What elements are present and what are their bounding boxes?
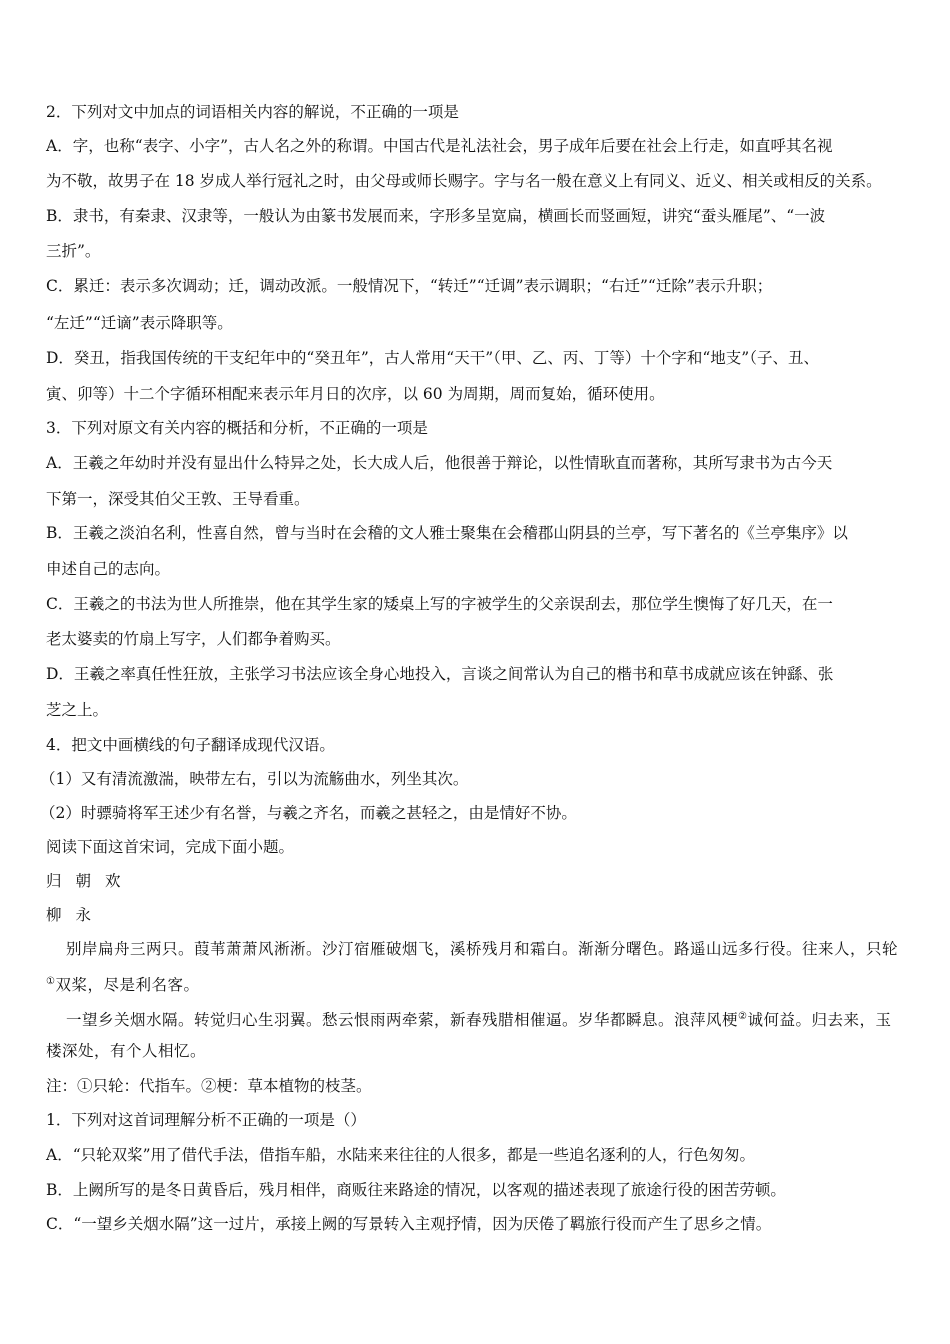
q3-stem: 3．下列对原文有关内容的概括和分析，不正确的一项是	[46, 419, 428, 437]
poem-stanza2-line1	[66, 1006, 892, 1031]
q1-option-b: B．上阙所写的是冬日黄昏后，残月相伴，商贩往来路途的情况，以客观的描述表现了旅途行役的困苦劳顿。	[46, 1181, 786, 1199]
q4-sentence-2: （2）时骠骑将军王述少有名誉，与羲之齐名，而羲之甚轻之，由是情好不协。	[40, 804, 577, 822]
q2-option-a-line2: 为不敬，故男子在 18 岁成人举行冠礼之时，由父母或师长赐字。字与名一般在意义上有同义、近义、相关或相反的关系。	[46, 172, 882, 190]
poem-stanza2-line2: 楼深处，有个人相忆。	[46, 1042, 207, 1060]
q2-option-a-line1: A．字，也称“表字、小字”，古人名之外的称谓。中国古代是礼法社会，男子成年后要在社会上行走，如直呼其名视	[46, 137, 833, 155]
q2-option-d-line2: 寅、卯等）十二个字循环相配来表示年月日的次序，以 60 为周期，周而复始，循环使用。	[46, 385, 665, 403]
q2-option-b-line1: B．隶书，有秦隶、汉隶等，一般认为由篆书发展而来，字形多呈宽扁，横画长而竖画短，讲究“蚕头雁尾”、“一波	[46, 207, 826, 225]
q2-stem: 2．下列对文中加点的词语相关内容的解说，不正确的一项是	[46, 103, 459, 121]
q2-option-c-line2: “左迁”“迁谪”表示降职等。	[46, 314, 233, 332]
q1-option-a: A．“只轮双桨”用了借代手法，借指车船，水陆来来往往的人很多，都是一些追名逐利的人，行色匆匆。	[46, 1146, 756, 1164]
q3-option-c-line2: 老太婆卖的竹扇上写字，人们都争着购买。	[46, 630, 341, 648]
poem-intro: 阅读下面这首宋词，完成下面小题。	[46, 838, 295, 856]
note-marker-2: ②	[738, 1011, 748, 1022]
poem-author: 柳永	[46, 906, 106, 924]
poem-notes: 注：①只轮：代指车。②梗：草本植物的枝茎。	[46, 1077, 372, 1095]
q2-option-d-line1: D．癸丑，指我国传统的干支纪年中的“癸丑年”，古人常用“天干”（甲、乙、丙、丁等）十个字和“地支”（子、丑、	[46, 349, 819, 367]
q3-option-d-line2: 芝之上。	[46, 701, 109, 719]
q3-option-a-line2: 下第一，深受其伯父王敦、王导看重。	[46, 490, 310, 508]
note-marker-1: ①	[46, 976, 56, 987]
q3-option-a-line1: A．王羲之年幼时并没有显出什么特异之处，长大成人后，他很善于辩论，以性情耿直而著称，其所写隶书为古今天	[46, 454, 833, 472]
q2-option-c-line1: C．累迁：表示多次调动；迁，调动改派。一般情况下，“转迁”“迁调”表示调职；“右迁”“迁除”表示升职；	[46, 277, 773, 295]
q2-option-b-line2: 三折”。	[46, 242, 101, 260]
poem-stanza2-line1-text-a: 一望乡关烟水隔。转觉归心生羽翼。愁云恨雨两牵萦，新春残腊相催逼。岁华都瞬息。浪萍风梗	[66, 1011, 739, 1029]
poem-stanza1-line1: 别岸扁舟三两只。葭苇萧萧风淅淅。沙汀宿雁破烟飞，溪桥残月和霜白。渐渐分曙色。路遥山远多行役。往来人，只轮	[66, 940, 899, 958]
poem-stanza2-line1-text-b: 诚何益。归去来，玉	[747, 1011, 892, 1029]
q3-option-d-line1: D．王羲之率真任性狂放，主张学习书法应该全身心地投入，言谈之间常认为自己的楷书和草书成就应该在钟繇、张	[46, 665, 834, 683]
poem-stanza1-line2-text: 双桨，尽是利名客。	[55, 976, 200, 994]
q1-stem: 1．下列对这首词理解分析不正确的一项是（）	[46, 1111, 366, 1129]
poem-title: 归朝欢	[46, 872, 135, 890]
q3-option-c-line1: C．王羲之的书法为世人所推崇，他在其学生家的矮桌上写的字被学生的父亲误刮去，那位学生懊悔了好几天，在一	[46, 595, 833, 613]
q1-option-c: C．“一望乡关烟水隔”这一过片，承接上阙的写景转入主观抒情，因为厌倦了羁旅行役而产生了思乡之情。	[46, 1215, 772, 1233]
q4-stem: 4．把文中画横线的句子翻译成现代汉语。	[46, 736, 335, 754]
q3-option-b-line2: 申述自己的志向。	[46, 560, 171, 578]
poem-stanza1-line2	[46, 971, 199, 996]
q3-option-b-line1: B．王羲之淡泊名利，性喜自然，曾与当时在会稽的文人雅士聚集在会稽郡山阴县的兰亭，写下著名的《兰亭集序》以	[46, 524, 848, 542]
q4-sentence-1: （1）又有清流激湍，映带左右，引以为流觞曲水，列坐其次。	[40, 770, 469, 788]
